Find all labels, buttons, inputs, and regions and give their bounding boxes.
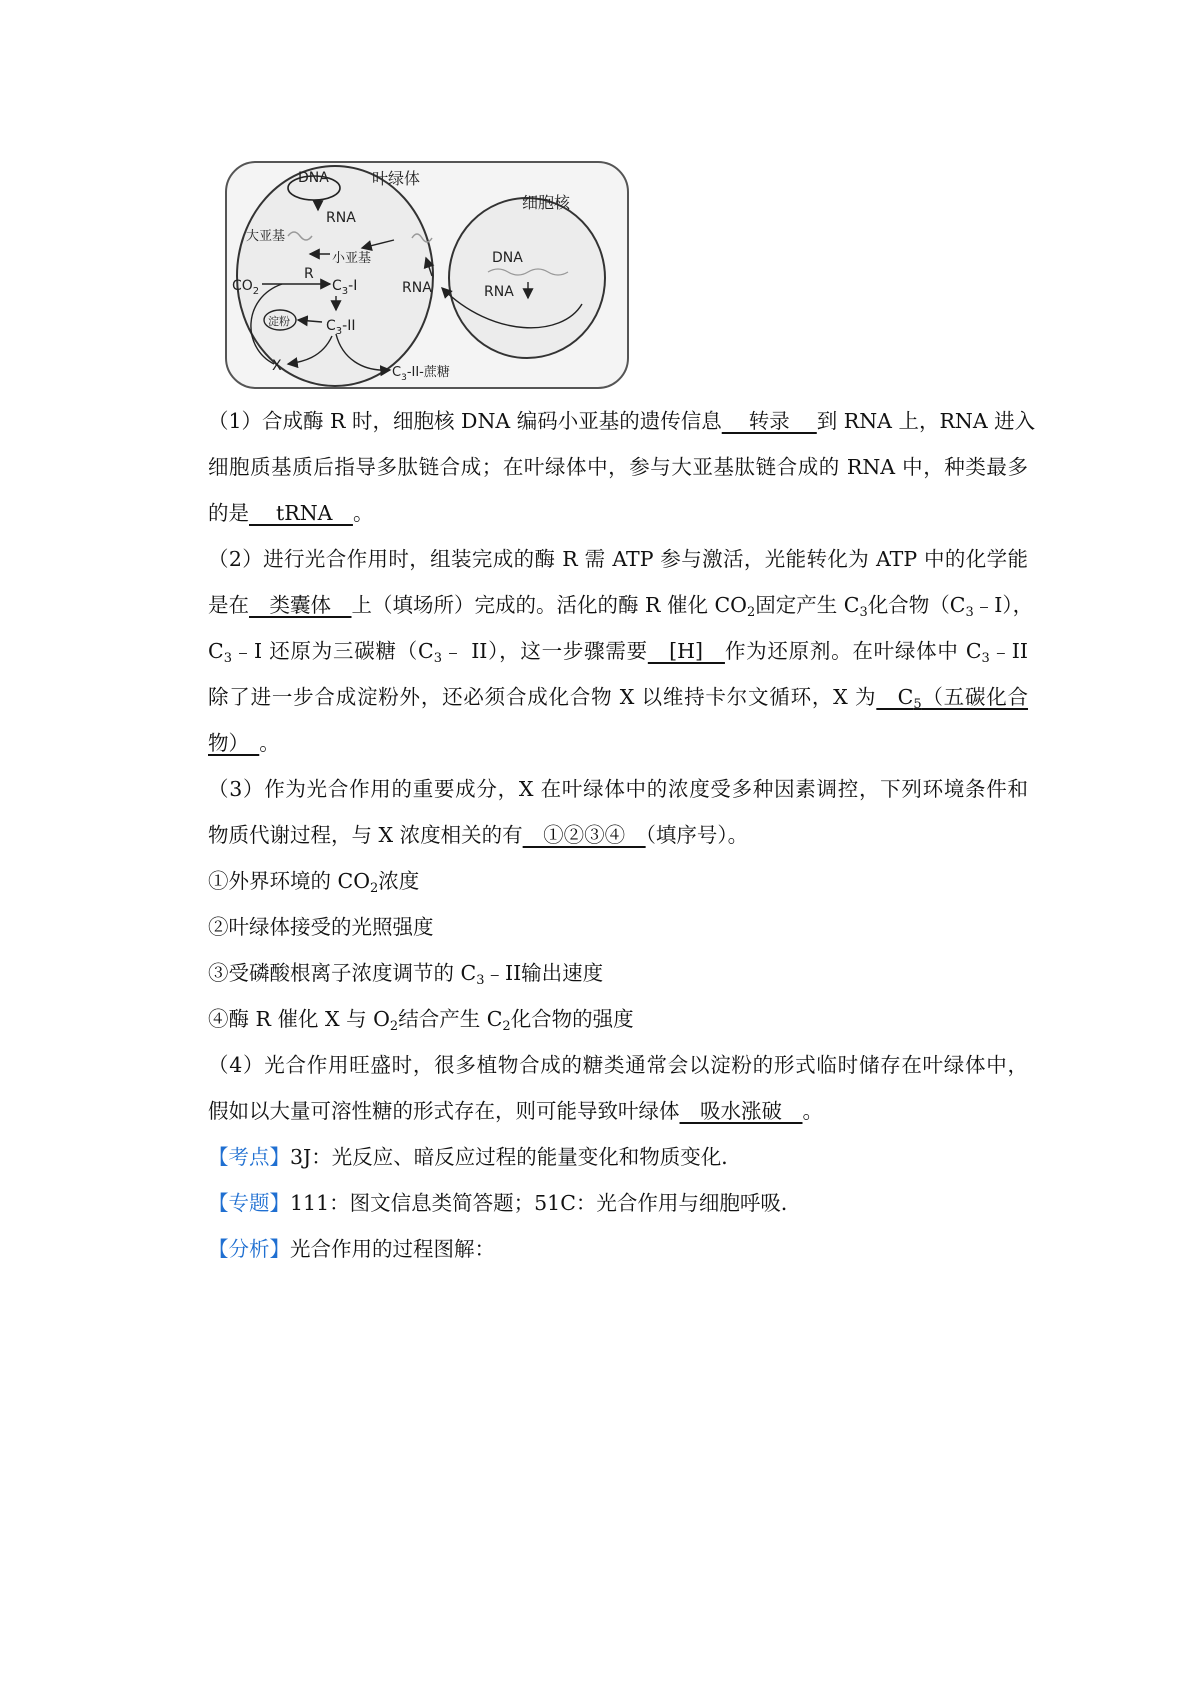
kaodian-line: 【考点】3J：光反应、暗反应过程的能量变化和物质变化．	[208, 1145, 742, 1169]
chloroplast-outline	[237, 166, 433, 386]
q3-line-2: 物质代谢过程，与 X 浓度相关的有 ①②③④ （填序号）。	[208, 823, 749, 847]
q1-line-2: 细胞质基质后指导多肽链合成；在叶绿体中，参与大亚基肽链合成的 RNA 中，种类最多	[208, 455, 1028, 479]
fenxi-line: 【分析】光合作用的过程图解：	[208, 1237, 495, 1261]
q2-line-1: （2）进行光合作用时，组装完成的酶 R 需 ATP 参与激活，光能转化为 ATP 中的化学能	[208, 547, 1028, 571]
q1-line-3: 的是 tRNA 。	[208, 501, 374, 525]
nucleus-outline	[449, 198, 605, 358]
chloroplast-nucleus-diagram	[222, 158, 634, 393]
fenxi-tag: 【分析】	[208, 1237, 290, 1261]
cytosol-rna-label: RNA	[402, 280, 432, 296]
q4-line-1: （4）光合作用旺盛时，很多植物合成的糖类通常会以淀粉的形式临时储存在叶绿体中，	[208, 1053, 1028, 1077]
q2-line-3: $C_3﹣I$ 还原为三碳糖（$C_3﹣$ II），这一步骤需要 [H] 作为还原剂。在叶绿体中 $C_3﹣II$	[208, 639, 1029, 666]
q3-option-3: ③受磷酸根离子浓度调节的 $C_3﹣II$输出速度	[208, 961, 604, 988]
q3-option-2: ②叶绿体接受的光照强度	[208, 915, 434, 939]
kaodian-tag: 【考点】	[208, 1145, 290, 1169]
answer-blank: 物）	[208, 731, 260, 755]
answer-blank: 吸水涨破	[679, 1099, 803, 1123]
q3-option-4: ④酶 R 催化 X 与 $O_2$结合产生 $C_2$化合物的强度	[208, 1007, 634, 1034]
q2-line-4: 除了进一步合成淀粉外，还必须合成化合物 X 以维持卡尔文循环，X 为 $C_5$（五碳化合	[208, 685, 1029, 712]
answer-blank: [H]	[647, 639, 725, 663]
answer-blank: ①②③④	[522, 823, 646, 847]
zhuanti-line: 【专题】111：图文信息类简答题；51C：光合作用与细胞呼吸．	[208, 1191, 802, 1215]
answer-blank: tRNA	[249, 501, 353, 525]
diagram-svg	[222, 158, 634, 393]
chloroplast-rna-label: RNA	[326, 210, 356, 226]
nucleus-dna-label: DNA	[492, 250, 523, 266]
answer-blank: 转录	[721, 409, 817, 433]
co2-label: $CO_2$	[232, 278, 260, 297]
large-subunit-label: 大亚基	[246, 229, 286, 244]
chloroplast-dna-label: DNA	[298, 170, 329, 186]
question-body	[208, 398, 1036, 1272]
small-subunit-label: 小亚基	[332, 251, 372, 266]
export-label: $C_3-II-$蔗糖	[392, 365, 450, 383]
nucleus-label: 细胞核	[522, 193, 571, 212]
q2-line-2: 是在 类囊体 上（填场所）完成的。活化的酶 R 催化 $CO_2$固定产生 $C_3$化合物$(C_3﹣I)$，	[208, 593, 1034, 620]
starch-label: 淀粉	[268, 315, 290, 328]
q4-line-2: 假如以大量可溶性糖的形式存在，则可能导致叶绿体 吸水涨破 。	[208, 1099, 823, 1123]
c3-ii-label: $C_3-II$	[326, 318, 356, 337]
q2-line-5: 物） 。	[208, 731, 280, 755]
zhuanti-tag: 【专题】	[208, 1191, 290, 1215]
answer-blank: 类囊体	[249, 593, 352, 617]
answer-blank: $C_5$（五碳化合	[876, 685, 1029, 712]
x-label: X	[272, 358, 282, 374]
q3-option-1: ①外界环境的 $CO_2$浓度	[208, 869, 420, 896]
q3-line-1: （3）作为光合作用的重要成分，X 在叶绿体中的浓度受多种因素调控，下列环境条件和	[208, 777, 1028, 801]
q1-line-1: （1）合成酶 R 时，细胞核 DNA 编码小亚基的遗传信息 转录 到 RNA 上，RNA 进入	[208, 409, 1036, 433]
chloroplast-label: 叶绿体	[372, 169, 421, 188]
nucleus-rna-label: RNA	[484, 284, 514, 300]
enzyme-r-label: R	[304, 266, 314, 282]
c3-i-label: $C_3-I$	[332, 278, 358, 297]
